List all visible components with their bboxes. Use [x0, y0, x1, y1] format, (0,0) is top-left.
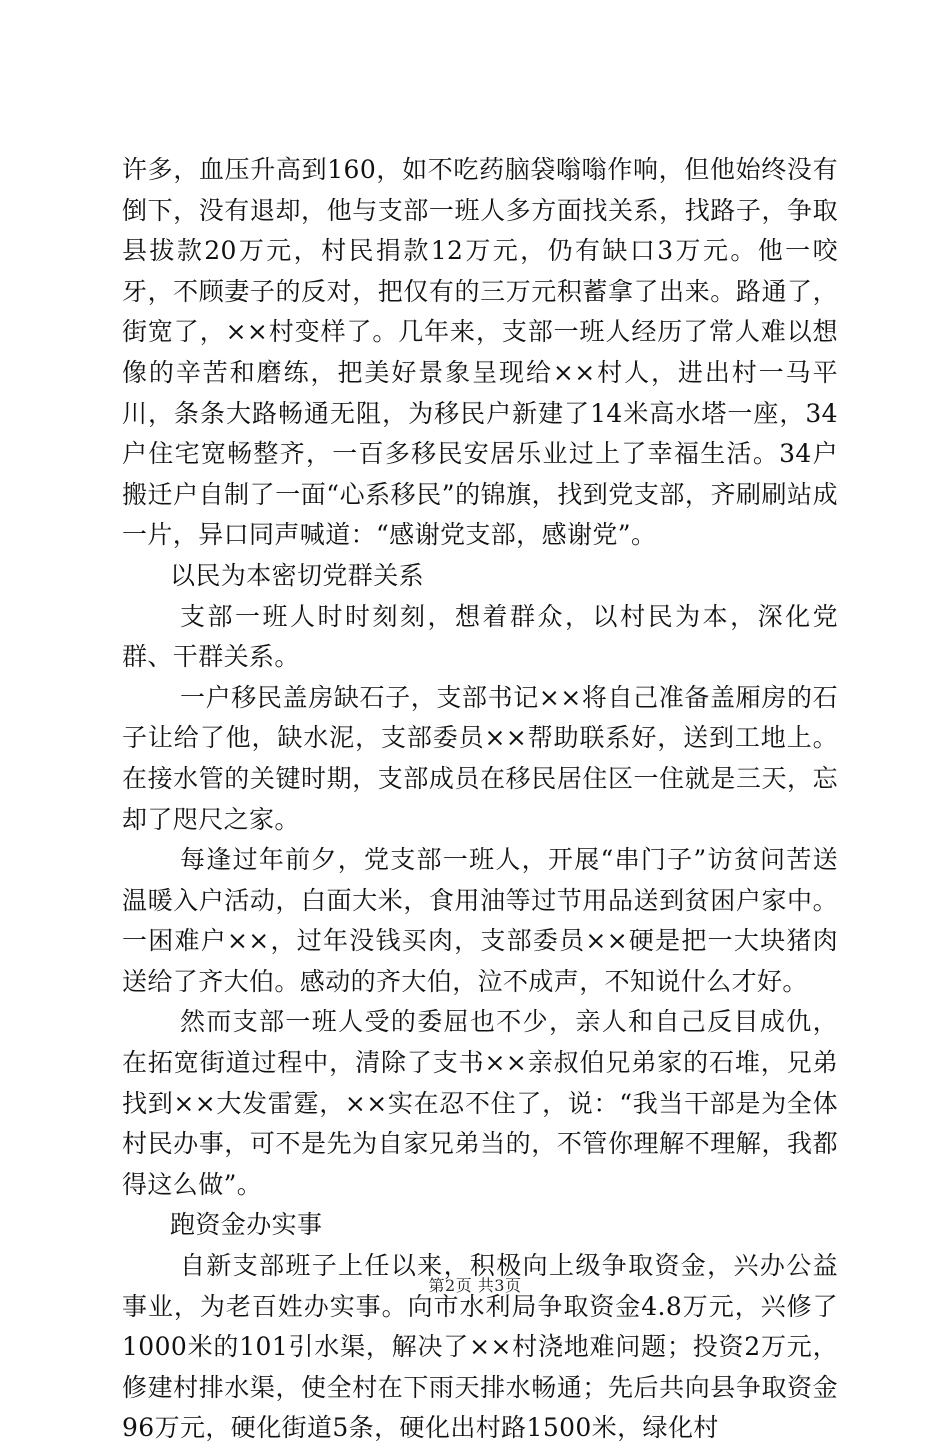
- page-number-footer: 第2页 共3页: [428, 1276, 522, 1295]
- paragraph: 自新支部班子上任以来，积极向上级争取资金，兴办公益事业，为老百姓办实事。向市水利局争取资金4.8万元，兴修了1000米的101引水渠，解决了××村浇地难问题；投资2万元，修建村排水渠，使全村在下雨天排水畅通；先后共向县争取资金96万元，硬化街道5条，硬化出村路1500米，绿化村: [122, 1251, 838, 1443]
- section-heading-funding: 跑资金办实事: [170, 1210, 323, 1240]
- paragraph-continuation: 许多，血压升高到160，如不吃药脑袋嗡嗡作响，但他始终没有倒下，没有退却，他与支部一班人多方面找关系，找路子，争取县拔款20万元，村民捐款12万元，仍有缺口3万元。他一咬牙，不顾妻子的反对，把仅有的三万元积蓄拿了出来。路通了，街宽了，××村变样了。几年来，支部一班人经历了常人难以想像的辛苦和磨练，把美好景象呈现给××村人，进出村一马平川，条条大路畅通无阻，为移民户新建了14米高水塔一座，34户住宅宽畅整齐，一百多移民安居乐业过上了幸福生活。34户搬迁户自制了一面“心系移民”的锦旗，找到党支部，齐刷刷站成一片，异口同声喊道：“感谢党支部，感谢党”。: [122, 155, 838, 550]
- section-heading-party-masses: 以民为本密切党群关系: [170, 560, 425, 590]
- paragraph: 支部一班人时时刻刻，想着群众，以村民为本，深化党群、干群关系。: [122, 601, 838, 672]
- paragraph: 每逢过年前夕，党支部一班人，开展“串门子”访贫问苦送温暖入户活动，白面大米，食用油等过节用品送到贫困户家中。一困难户××，过年没钱买肉，支部委员××硬是把一大块猪肉送给了齐大伯。感动的齐大伯，泣不成声，不知说什么才好。: [122, 845, 838, 996]
- paragraph: 然而支部一班人受的委屈也不少，亲人和自己反目成仇，在拓宽街道过程中，清除了支书××亲叔伯兄弟家的石堆，兄弟找到××大发雷霆，××实在忍不住了，说：“我当干部是为全体村民办事，可不是先为自家兄弟当的，不管你理解不理解，我都得这么做”。: [122, 1007, 838, 1199]
- paragraph: 一户移民盖房缺石子，支部书记××将自己准备盖厢房的石子让给了他，缺水泥，支部委员××帮助联系好，送到工地上。在接水管的关键时期，支部成员在移民居住区一住就是三天，忘却了咫尺之家。: [122, 682, 838, 834]
- document-body: [122, 150, 838, 1449]
